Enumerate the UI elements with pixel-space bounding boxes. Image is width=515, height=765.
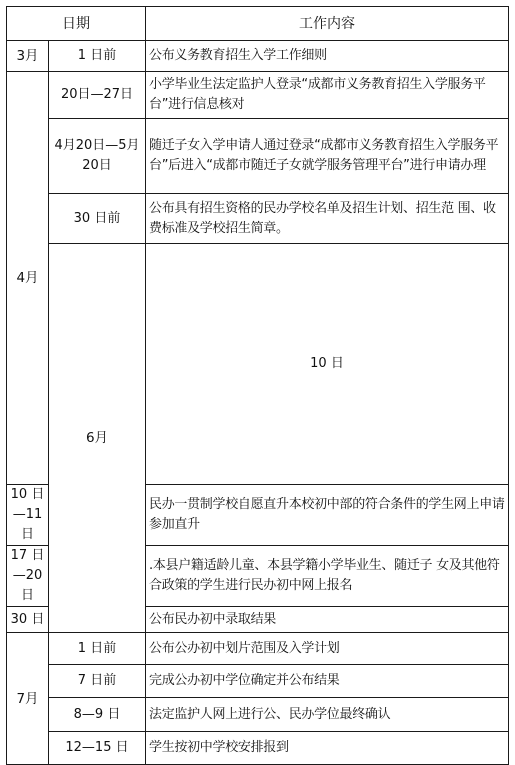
table-row (7, 244, 509, 485)
table-row (7, 665, 509, 698)
month-cell: 4月 (7, 72, 49, 485)
header-row (7, 7, 509, 41)
date-cell: 30 日 (7, 607, 49, 633)
table-row (7, 119, 509, 194)
date-cell: 10 日 (146, 244, 509, 485)
content-cell: 完成公办初中学位确定并公布结果 (146, 665, 509, 698)
date-column-header: 日期 (7, 7, 146, 41)
content-cell: 小学毕业生法定监护人登录“成都市义务教育招生入学服务平台”进行信息核对 (146, 72, 509, 119)
content-cell: 学生按初中学校安排报到 (146, 732, 509, 765)
month-cell: 7月 (7, 633, 49, 765)
admission-schedule (6, 6, 509, 765)
content-cell: 随迁子女入学申请人通过登录“成都市义务教育招生入学服务平台”后进入“成都市随迁子女就学服务管理平台”进行申请办理 (146, 119, 509, 194)
date-cell: 1 日前 (49, 41, 146, 72)
content-cell: 民办一贯制学校自愿直升本校初中部的符合条件的学生网上申请参加直升 (146, 485, 509, 546)
date-cell: 12—15 日 (49, 732, 146, 765)
content-cell: 法定监护人网上进行公、民办学位最终确认 (146, 698, 509, 732)
table-row (7, 194, 509, 244)
month-cell: 3月 (7, 41, 49, 72)
table-row (7, 41, 509, 72)
date-cell: 8—9 日 (49, 698, 146, 732)
date-cell: 10 日—11 日 (7, 485, 49, 546)
content-cell: 公布义务教育招生入学工作细则 (146, 41, 509, 72)
content-cell: .本县户籍适龄儿童、本县学籍小学毕业生、随迁子 女及其他符合政策的学生进行民办初中网上报名 (146, 546, 509, 607)
table-row (7, 732, 509, 765)
date-cell: 20日—27日 (49, 72, 146, 119)
table-row (7, 72, 509, 119)
date-cell: 7 日前 (49, 665, 146, 698)
schedule-table (6, 6, 509, 765)
content-cell: 公布民办初中录取结果 (146, 607, 509, 633)
date-cell: 30 日前 (49, 194, 146, 244)
table-row (7, 698, 509, 732)
content-cell: 公布公办初中划片范围及入学计划 (146, 633, 509, 665)
date-cell: 17 日—20 日 (7, 546, 49, 607)
table-row (7, 633, 509, 665)
date-cell: 1 日前 (49, 633, 146, 665)
content-column-header: 工作内容 (146, 7, 509, 41)
date-cell: 4月20日—5月20日 (49, 119, 146, 194)
content-cell: 公布具有招生资格的民办学校名单及招生计划、招生范 围、收费标准及学校招生简章。 (146, 194, 509, 244)
month-cell: 6月 (49, 244, 146, 633)
